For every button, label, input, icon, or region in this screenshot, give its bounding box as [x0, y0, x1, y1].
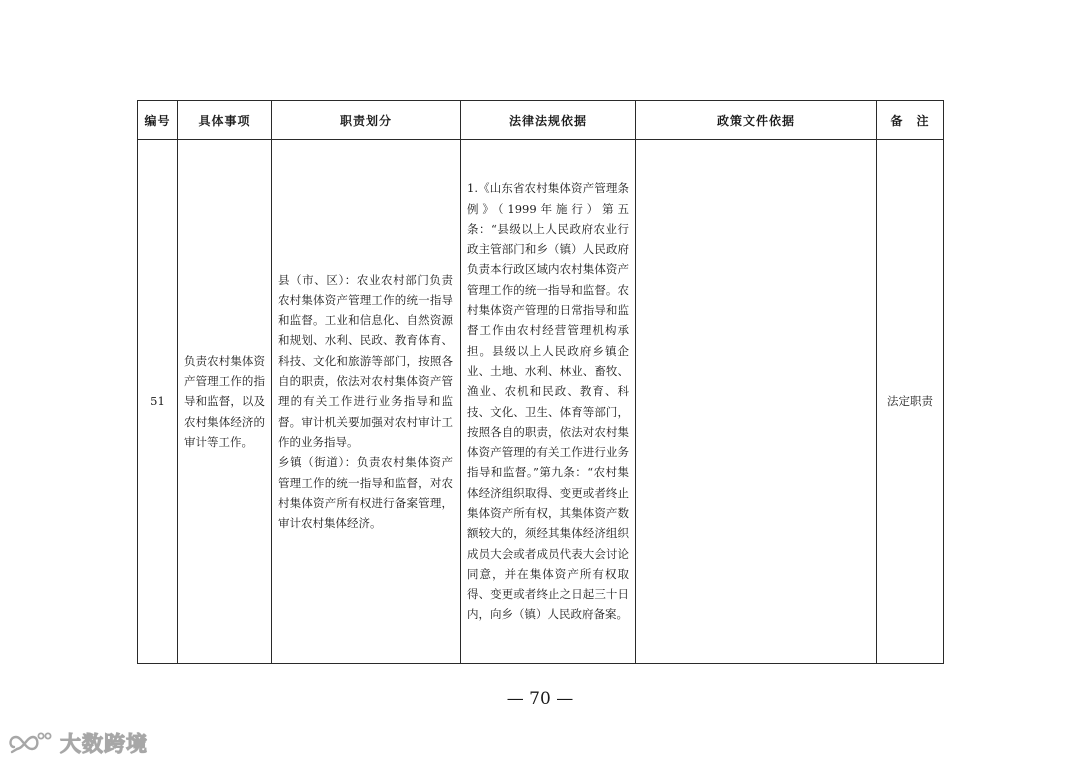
duty-town-text: 乡镇（街道）：负责农村集体资产管理工作的统一指导和监督，对农村集体资产所有权进行备案管理，审计农村集体经济。	[278, 455, 453, 531]
table-row	[138, 140, 944, 664]
header-law: 法律法规依据	[461, 101, 636, 140]
duty-county-text: 县（市、区）：农业农村部门负责农村集体资产管理工作的统一指导和监督。工业和信息化、自然资源和规划、水利、民政、教育体育、科技、文化和旅游等部门，按照各自的职责，依法对农村集体资产管理的有关工作进行业务指导和监督。审计机关要加强对农村审计工作的业务指导。	[278, 272, 453, 449]
header-note: 备 注	[877, 101, 944, 140]
header-item: 具体事项	[178, 101, 272, 140]
page-number: — 70 —	[506, 689, 574, 709]
row-note-cell: 法定职责	[877, 140, 944, 664]
header-number: 编号	[138, 101, 178, 140]
row-law-cell: 1.《山东省农村集体资产管理条例》（1999年施行）第五条：“县级以上人民政府农业行政主管部门和乡（镇）人民政府负责本行政区域内农村集体资产管理工作的统一指导和监督。农村集体资产管理的日常指导和监督工作由农村经营管理机构承担。县级以上人民政府乡镇企业、土地、水利、林业、畜牧、渔业、农机和民政、教育、科技、文化、卫生、体育等部门，按照各自的职责，依法对农村集体资产管理的有关工作进行业务指导和监督。”第九条：“农村集体经济组织取得、变更或者终止集体资产所有权，其集体资产数额较大的，须经其集体经济组织成员大会或者成员代表大会讨论同意，并在集体资产所有权取得、变更或者终止之日起三十日内，向乡（镇）人民政府备案。	[461, 140, 636, 664]
table-header-row	[138, 101, 944, 140]
row-duty-cell	[272, 140, 461, 664]
infinity-chat-bubble-logo-icon	[8, 730, 54, 756]
header-duty: 职责划分	[272, 101, 461, 140]
watermark-text: 大数跨境	[60, 732, 148, 756]
header-policy: 政策文件依据	[636, 101, 877, 140]
watermark	[8, 728, 148, 758]
row-item-cell: 负责农村集体资产管理工作的指导和监督，以及农村集体经济的审计等工作。	[178, 140, 272, 664]
row-number-cell: 51	[138, 140, 178, 664]
responsibility-table	[137, 100, 944, 664]
row-policy-cell	[636, 140, 877, 664]
